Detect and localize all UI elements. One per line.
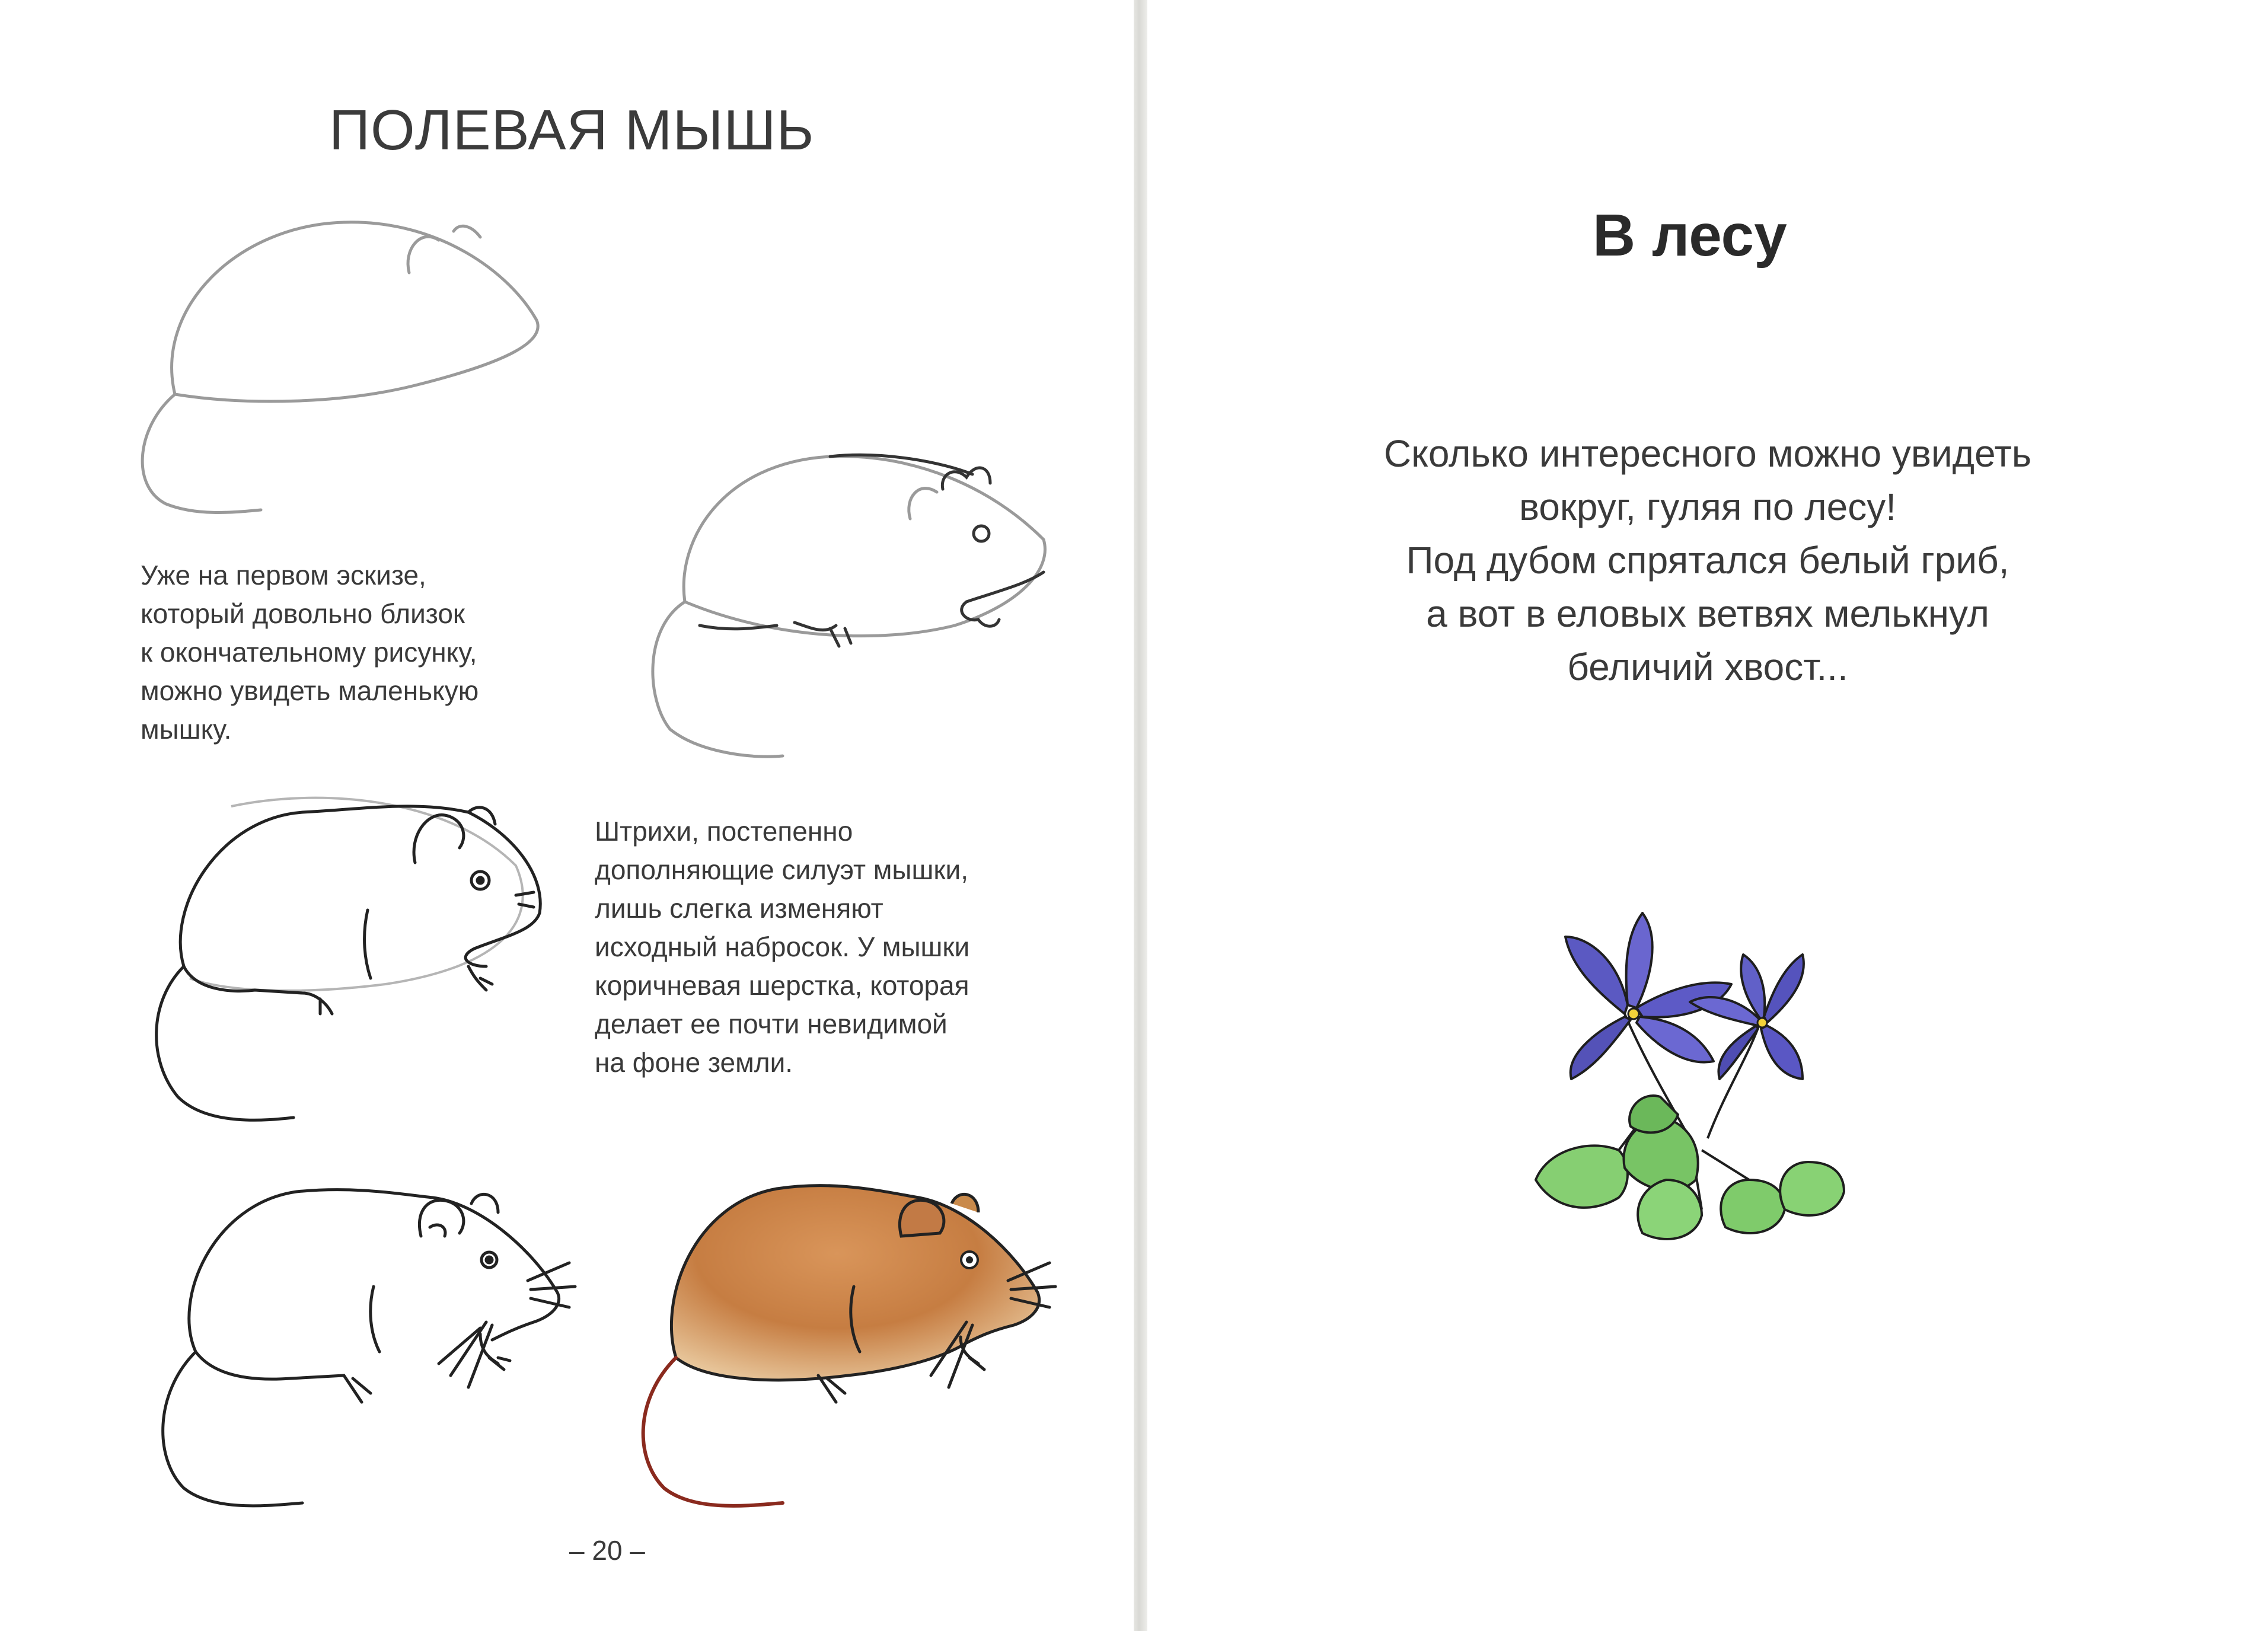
- intro-text: [1269, 427, 2146, 694]
- intro-line: беличий хвост...: [1567, 646, 1848, 688]
- caption-line: можно увидеть маленькую: [141, 675, 479, 706]
- mouse-outline-step-4: [148, 1180, 587, 1512]
- caption-sketch: [141, 556, 479, 749]
- caption-line: Уже на первом эскизе,: [141, 560, 426, 591]
- caption-line: к окончательному рисунку,: [141, 637, 477, 668]
- mouse-colored-final: [623, 1180, 1085, 1512]
- caption-line: исходный набросок. У мышки: [595, 931, 970, 962]
- caption-line: Штрихи, постепенно: [595, 816, 853, 847]
- caption-line: который довольно близок: [141, 598, 465, 629]
- page-title: ПОЛЕВАЯ МЫШЬ: [329, 98, 815, 162]
- mouse-sketch-step-2: [634, 451, 1061, 759]
- intro-line: а вот в еловых ветвях мелькнул: [1426, 592, 1989, 635]
- caption-strokes: [595, 812, 969, 1082]
- section-title: В лесу: [1593, 202, 1787, 269]
- caption-line: мышку.: [141, 714, 232, 745]
- caption-line: дополняющие силуэт мышки,: [595, 854, 968, 885]
- caption-line: лишь слегка изменяют: [595, 893, 883, 924]
- page-number: – 20 –: [569, 1535, 645, 1566]
- intro-line: вокруг, гуляя по лесу!: [1519, 486, 1896, 528]
- caption-line: на фоне земли.: [595, 1047, 793, 1078]
- book-gutter: [1134, 0, 1147, 1631]
- intro-line: Под дубом спрятался белый гриб,: [1406, 539, 2009, 582]
- caption-line: делает ее почти невидимой: [595, 1008, 948, 1039]
- mouse-sketch-step-1: [130, 213, 557, 522]
- intro-line: Сколько интересного можно увидеть: [1383, 432, 2032, 475]
- caption-line: коричневая шерстка, которая: [595, 970, 969, 1001]
- mouse-sketch-step-3: [136, 789, 563, 1126]
- violet-flowers: [1524, 901, 1856, 1257]
